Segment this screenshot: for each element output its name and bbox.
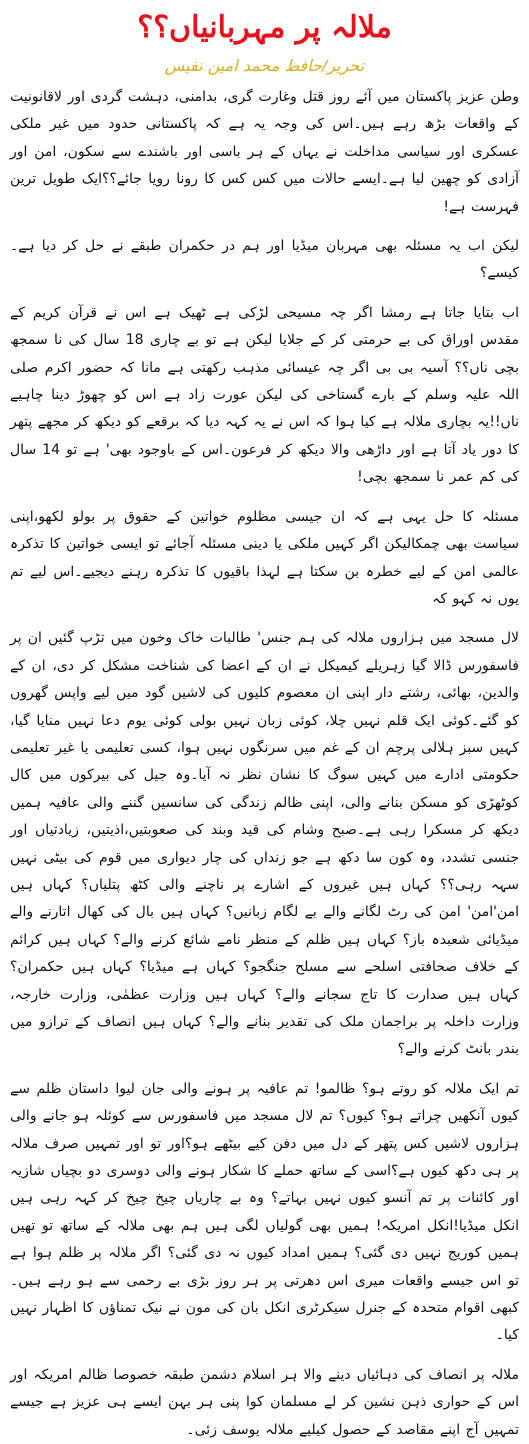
- article-body: [10, 84, 519, 1444]
- article-paragraph: مسئلہ کا حل یہی ہے کہ ان جیسی مظلوم خواتین کے حقوق پر بولو لکھو،اپنی سیاست بھی چمکالیکن اگر کہیں ملکی یا دینی مسئلہ آجائے تو ایسی خواتین کا تذکرہ عالمی امن کے لیے خطرہ بن سکتا ہے لہذا باقیوں کا تذکرہ رہنے دیجیے۔اس لیے تم یوں نہ کہو کہ: [10, 508, 519, 607]
- article-paragraph: ملالہ پر انصاف کی دہائیاں دینے والا ہر اسلام دشمن طبقہ خصوصا ظالم امریکہ اور اس کے حواری ذہن نشین کر لے مسلمان کوا پنی ہر بہن ایسے ہی عزیز ہے جیسے تمہیں آج اپنے مقاصد کے حصول کیلیے ملالہ یوسف زئی۔: [10, 1366, 519, 1438]
- article-paragraph: لیکن اب یہ مسئلہ بھی مہربان میڈیا اور ہم در حکمران طبقے نے حل کر دیا ہے۔کیسے؟: [10, 238, 519, 282]
- article-paragraph: تم ایک ملالہ کو روتے ہو؟ ظالمو! تم عافیہ پر ہونے والی جان لیوا داستان ظلم سے کیوں آنکھیں چراتے ہو؟ کیوں؟ تم لال مسجد میں فاسفورس سے کوئلہ ہو جانے والی ہزاروں لاشیں کس پتھر کے دل میں دفن کیے بیٹھے ہو؟اور تو اور تمہیں صرف ملالہ پر ہی دکھ کیوں ہے؟اسی کے ساتھ حملے کا شکار ہونے والی دوسری دو بچیاں شازیہ اور کائنات پر تم آنسو کیوں نہیں بہاتے؟ وہ بے چاریاں چیخ چیخ کر کہہ رہی ہیں انکل میڈیا!انکل امریکہ! ہمیں بھی گولیاں لگی ہیں ہم بھی ملالہ کے ساتھ تو تھیں ہمیں کوریج نہیں دی گئی؟ ہمیں امداد کیوں نہ دی گئی؟ اگر ملالہ پر ظلم ہوا ہے تو اس جیسے واقعات میری اس دھرتی پر ہر روز بڑی بے رحمی سے ہو رہے ہیں۔کبھی اقوام متحدہ کے جنرل سیکرٹری انکل بان کی مون نے نیک تمناؤں کا اظہار نہیں کیا۔: [10, 1080, 519, 1344]
- article-paragraph: وطن عزیز پاکستان میں آئے روز قتل وغارت گری، بدامنی، دہشت گردی اور لاقانونیت کے واقعات بڑھ رہے ہیں۔اس کی وجہ یہ ہے کہ پاکستانی حدود میں غیر ملکی عسکری اور سیاسی مداخلت نے یہاں کے ہر باسی اور باشندے سے سکون، امن اور آزادی کو چھین لیا ہے۔ایسے حالات میں کس کس کا رونا رویا جائے؟؟ایک طویل ترین فہرست ہے!: [10, 89, 519, 215]
- article-byline: تحریر/حافظ محمد امین نفیس: [164, 56, 365, 75]
- article-paragraph: لال مسجد میں ہزاروں ملالہ کی ہم جنس' طالبات خاک وخون میں تڑپ گئیں ان پر فاسفورس ڈالا گیا زہریلے کیمیکل نے ان کے اعضا کی شناخت مشکل کر دی، ان کے والدین، بھائی، رشتے دار اپنی ان معصوم کلیوں کی لاشیں گود میں لیے واپس گھروں کو گئے۔کوئی ایک قلم نہیں چلا، کوئی زبان نہیں بولی کوئی یوم دعا نہیں منایا گیا، کہیں سبز ہلالی پرچم ان کے غم میں سرنگوں نہیں ہوا، کسی تعلیمی یا غیر تعلیمی حکومتی ادارے میں کہیں سوگ کا نشان نظر نہ آیا۔وہ جیل کی بیرکوں میں کال کوٹھڑی کو مسکن بنانے والی، اپنی ظالم زندگی کی سانسیں گننے والی عافیہ ہمیں دیکھ کر مسکرا رہی ہے۔صبح وشام کی قید وبند کی صعوبتیں،اذیتیں، زیادتیاں اور جنسی تشدد، وہ کون سا دکھ ہے جو زنداں کی چار دیواری میں قوم کی بیٹی نہیں سہہ رہی؟؟ کہاں ہیں غیروں کے اشارے پر ناچنے والی کٹھ پتلیاں؟ کہاں ہیں امن'امن' امن کی رٹ لگانے والے بے لگام زبانیں؟ کہاں ہیں بال کی کھال اتارنے والے میڈیائی شعبدہ باز؟ کہاں ہیں ظلم کے منظر نامے شائع کرنے والے؟ کہاں ہیں کرائم کے خلاف صحافتی اسلحے سے مسلح جنگجو؟ کہاں ہے میڈیا؟ کہاں ہیں حکمران؟ کہاں ہیں صدارت کا تاج سجانے والے؟ کہاں ہیں وزارت عظمٰی، وزارت خارجہ، وزارت داخلہ پر براجمان ملک کی تقدیر بنانے والے؟ کہاں ہیں انصاف کے ترازو میں بندر بانٹ کرنے والے؟: [10, 630, 519, 1058]
- article-paragraph: اب بتایا جاتا ہے رمشا اگر چہ مسیحی لڑکی ہے ٹھیک ہے اس نے قرآن کریم کے مقدس اوراق کی بے حرمتی کر کے جلایا لیکن ہے تو بے چاری 18 سال کی نا سمجھ بچی ناں؟؟ آسیہ بی بی اگر چہ عیسائی مذہب رکھتی ہے مانا کہ حضور اکرم صلی اللہ علیہ وسلم کے بارے گستاخی کی لیکن عورت زاد ہے اس کو چھوڑ دینا چاہیے ناں!!یہ بچاری ملالہ ہے کیا ہوا کہ اس نے یہ کہہ دیا کہ برقعے کو دیکھ کر مجھے پتھر کا دور یاد آتا ہے اور داڑھی والا دیکھ کر فرعون۔اس کے باوجود بھی' ہے تو 14 سال کی کم عمر نا سمجھ بچی!: [10, 304, 520, 486]
- article-title: ملالہ پر مہربانیاں؟؟: [137, 10, 392, 45]
